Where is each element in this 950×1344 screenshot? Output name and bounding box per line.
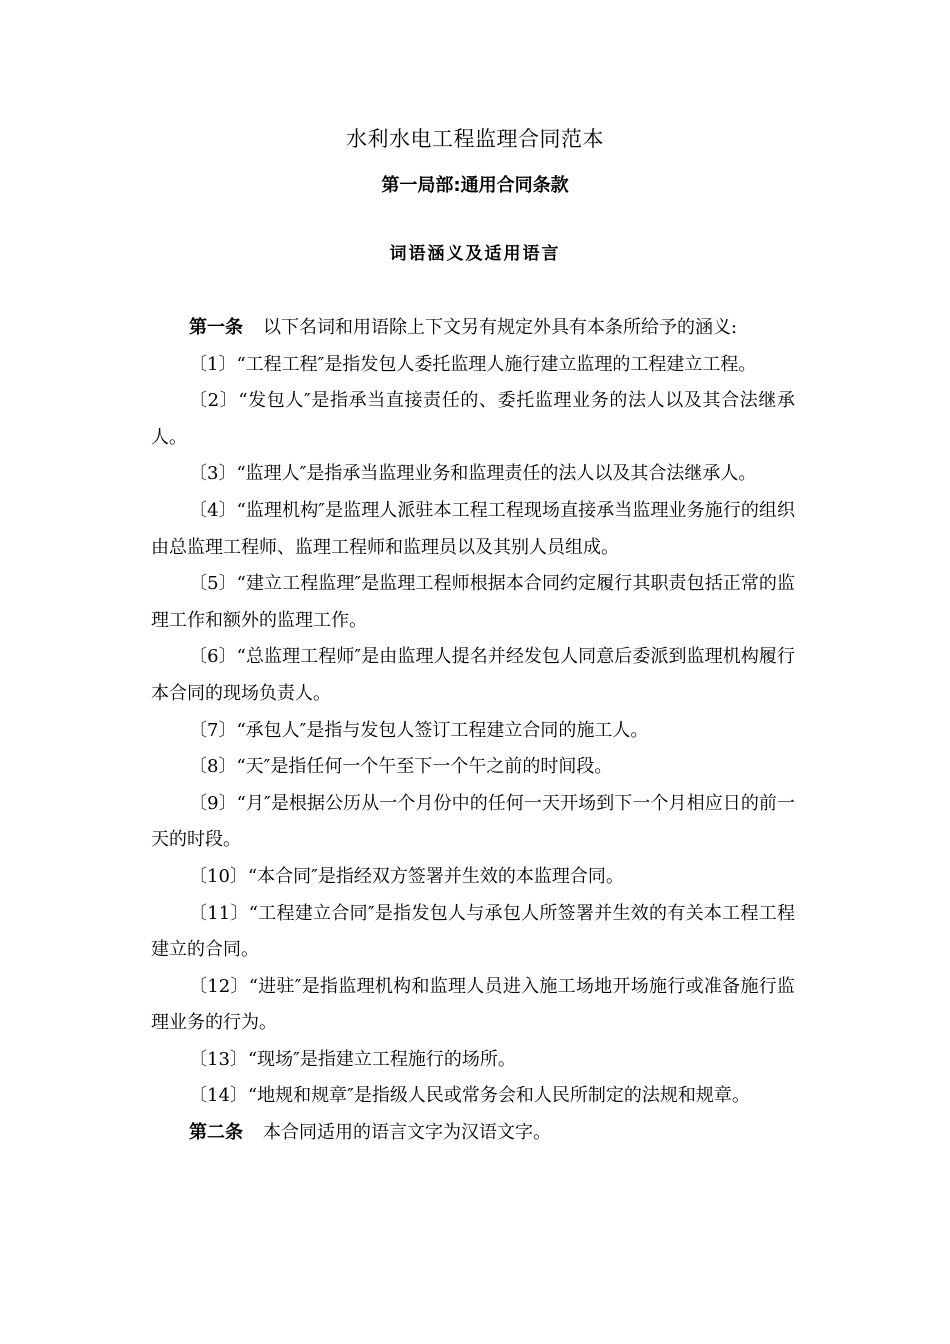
article-2-text: 本合同适用的语言文字为汉语文字。 — [263, 1122, 551, 1144]
definition-10: 〔10〕“本合同″是指经双方签署并生效的本监理合同。 — [189, 865, 624, 887]
document-title: 水利水电工程监理合同范本 — [346, 127, 604, 151]
section-title: 词语涵义及适用语言 — [389, 244, 561, 264]
definition-8: 〔8〕“天″是指任何一个午至下一个午之前的时间段。 — [189, 756, 613, 778]
part-title: 第一局部:通用合同条款 — [381, 175, 569, 196]
article-1-text: 以下名词和用语除上下文另有规定外具有本条所给予的涵义: — [263, 317, 738, 338]
definition-7: 〔7〕“承包人″是指与发包人签订工程建立合同的施工人。 — [189, 719, 649, 741]
article-1 — [151, 310, 795, 347]
definition-13: 〔13〕“现场″是指建立工程施行的场所。 — [189, 1048, 516, 1070]
article-2-label: 第二条 — [189, 1122, 243, 1144]
article-1-label: 第一条 — [189, 317, 243, 338]
definition-14: 〔14〕“地规和规章″是指级人民或常务会和人民所制定的法规和规章。 — [189, 1085, 750, 1107]
definition-4: 〔4〕“监理机构″是监理人派驻本工程工程现场直接承当监理业务施行的组织由总监理工程师、监理工程师和监理员以及其别人员组成。 — [151, 499, 795, 558]
definition-5: 〔5〕“建立工程监理″是监理工程师根据本合同约定履行其职责包括正常的监理工作和额外的监理工作。 — [151, 573, 795, 631]
document-body — [151, 310, 795, 1152]
definition-9: 〔9〕“月″是根据公历从一个月份中的任何一天开场到下一个月相应日的前一天的时段。 — [151, 792, 795, 851]
article-2 — [151, 1115, 795, 1152]
definition-1: 〔1〕“工程工程″是指发包人委托监理人施行建立监理的工程建立工程。 — [189, 353, 757, 375]
definition-3: 〔3〕“监理人″是指承当监理业务和监理责任的法人以及其合法继承人。 — [189, 463, 757, 485]
definition-2: 〔2〕“发包人″是指承当直接责任的、委托监理业务的法人以及其合法继承人。 — [151, 390, 795, 448]
definition-12: 〔12〕“进驻″是指监理机构和监理人员进入施工场地开场施行或准备施行监理业务的行为。 — [151, 975, 795, 1034]
definition-6: 〔6〕“总监理工程师″是由监理人提名并经发包人同意后委派到监理机构履行本合同的现场负责人。 — [151, 646, 795, 704]
definition-11: 〔11〕“工程建立合同″是指发包人与承包人所签署并生效的有关本工程工程建立的合同。 — [151, 902, 795, 961]
